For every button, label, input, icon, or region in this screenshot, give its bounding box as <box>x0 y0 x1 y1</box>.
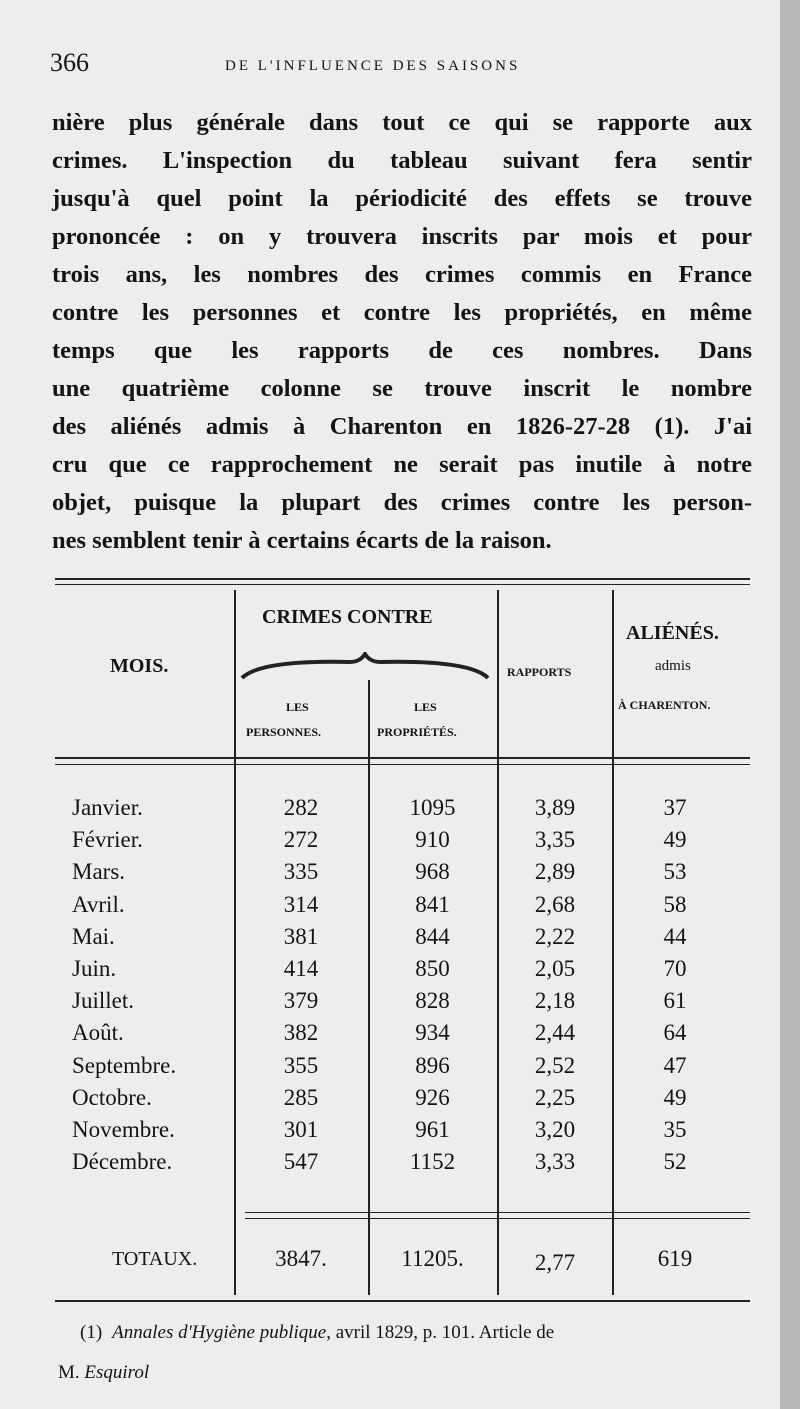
body-line: nes semblent tenir à certains écarts de la raison. <box>52 527 552 554</box>
header-personnes: PERSONNES. <box>246 725 322 739</box>
page-header <box>50 48 750 80</box>
alienes-cell: 61 <box>663 988 687 1013</box>
month-cell: Janvier. <box>72 795 143 820</box>
proprietes-cell: 1152 <box>409 1149 456 1174</box>
alienes-cell: 53 <box>663 859 687 884</box>
totals-rapports: 2,77 <box>534 1250 576 1275</box>
rapports-cell: 2,52 <box>534 1053 576 1078</box>
personnes-cell: 355 <box>283 1053 319 1078</box>
month-cell: Décembre. <box>72 1149 173 1174</box>
body-line: une quatrième colonne se trouve inscrit le nombre <box>52 375 752 402</box>
footnote-number: (1) <box>80 1322 103 1343</box>
alienes-cell: 64 <box>663 1020 687 1045</box>
brace-icon <box>240 652 490 682</box>
footnote-rest: , avril 1829, p. 101. Article de <box>326 1322 555 1343</box>
header-crimes-contre: CRIMES CONTRE <box>262 606 433 628</box>
personnes-cell: 335 <box>283 859 319 884</box>
personnes-cell: 382 <box>283 1020 319 1045</box>
rapports-cell: 3,33 <box>534 1149 576 1174</box>
header-mois: MOIS. <box>110 655 169 677</box>
header-proprietes: PROPRIÉTÉS. <box>377 725 457 739</box>
totals-label: TOTAUX. <box>112 1248 198 1270</box>
body-line: des aliénés admis à Charenton en 1826-27-28 (1). J'ai <box>52 413 752 440</box>
body-line: crimes. L'inspection du tableau suivant fera sentir <box>52 147 752 174</box>
header-a-charenton: À CHARENTON. <box>618 698 711 712</box>
personnes-cell: 282 <box>283 795 319 820</box>
month-cell: Mai. <box>72 924 115 949</box>
month-cell: Novembre. <box>72 1117 175 1142</box>
rapports-cell: 3,20 <box>534 1117 576 1142</box>
header-bottom-rule <box>55 757 750 759</box>
alienes-cell: 58 <box>663 892 687 917</box>
alienes-cell: 44 <box>663 924 687 949</box>
month-cell: Septembre. <box>72 1053 177 1078</box>
proprietes-cell: 850 <box>415 956 450 981</box>
page-number: 366 <box>50 48 89 77</box>
body-line: nière plus générale dans tout ce qui se rapporte aux <box>52 109 752 136</box>
column-divider <box>612 590 614 1295</box>
header-admis: admis <box>655 658 691 674</box>
proprietes-cell: 934 <box>415 1020 450 1045</box>
rapports-cell: 2,05 <box>534 956 576 981</box>
personnes-cell: 272 <box>283 827 319 852</box>
table-bottom-rule <box>55 1300 750 1302</box>
header-rapports: RAPPORTS <box>507 665 572 679</box>
alienes-cell: 37 <box>663 795 687 820</box>
alienes-cell: 35 <box>663 1117 687 1142</box>
footnote-source: Annales d'Hygiène publique <box>112 1322 327 1343</box>
proprietes-cell: 841 <box>415 892 450 917</box>
footnote <box>80 1322 770 1344</box>
proprietes-cell: 910 <box>415 827 450 852</box>
personnes-cell: 301 <box>283 1117 319 1142</box>
header-alienes: ALIÉNÉS. <box>626 622 719 644</box>
header-les-1: LES <box>286 700 309 714</box>
month-cell: Octobre. <box>72 1085 152 1110</box>
rapports-cell: 3,35 <box>534 827 576 852</box>
proprietes-cell: 896 <box>415 1053 450 1078</box>
footnote-prefix: M. <box>58 1362 80 1383</box>
header-bottom-rule-thin <box>55 764 750 765</box>
personnes-cell: 414 <box>283 956 319 981</box>
body-line: objet, puisque la plupart des crimes contre les person- <box>52 489 752 516</box>
alienes-cell: 49 <box>663 827 687 852</box>
month-cell: Juillet. <box>72 988 134 1013</box>
proprietes-cell: 828 <box>415 988 450 1013</box>
personnes-cell: 379 <box>283 988 319 1013</box>
totals-proprietes: 11205. <box>401 1246 464 1271</box>
personnes-cell: 314 <box>283 892 319 917</box>
header-les-2: LES <box>414 700 437 714</box>
body-line: trois ans, les nombres des crimes commis en France <box>52 261 752 288</box>
body-line: jusqu'à quel point la périodicité des effets se trouve <box>52 185 752 212</box>
body-line: cru que ce rapprochement ne serait pas inutile à notre <box>52 451 752 478</box>
body-line: temps que les rapports de ces nombres. Dans <box>52 337 752 364</box>
footnote-author: Esquirol <box>84 1362 150 1383</box>
proprietes-cell: 968 <box>415 859 450 884</box>
rapports-cell: 2,25 <box>534 1085 576 1110</box>
running-title: DE L'INFLUENCE DES SAISONS <box>225 58 521 74</box>
totals-alienes: 619 <box>657 1246 693 1271</box>
rapports-cell: 3,89 <box>534 795 576 820</box>
page-edge <box>780 0 800 1409</box>
proprietes-cell: 926 <box>415 1085 450 1110</box>
rapports-cell: 2,22 <box>534 924 576 949</box>
body-line: prononcée : on y trouvera inscrits par mois et pour <box>52 223 752 250</box>
rapports-cell: 2,18 <box>534 988 576 1013</box>
proprietes-cell: 844 <box>415 924 450 949</box>
personnes-cell: 547 <box>283 1149 319 1174</box>
month-cell: Juin. <box>72 956 117 981</box>
alienes-cell: 70 <box>663 956 687 981</box>
rapports-cell: 2,89 <box>534 859 576 884</box>
personnes-cell: 285 <box>283 1085 319 1110</box>
alienes-cell: 49 <box>663 1085 687 1110</box>
body-text <box>52 104 752 560</box>
body-line: contre les personnes et contre les propriétés, en même <box>52 299 752 326</box>
month-cell: Février. <box>72 827 143 852</box>
rapports-cell: 2,68 <box>534 892 576 917</box>
footnote-line-2 <box>58 1362 149 1384</box>
table-top-rule <box>55 578 750 580</box>
column-divider <box>497 590 499 1295</box>
proprietes-cell: 1095 <box>409 795 456 820</box>
alienes-cell: 52 <box>663 1149 687 1174</box>
personnes-cell: 381 <box>283 924 319 949</box>
month-cell: Août. <box>72 1020 124 1045</box>
alienes-cell: 47 <box>663 1053 687 1078</box>
month-cell: Mars. <box>72 859 126 884</box>
totals-personnes: 3847. <box>275 1246 327 1271</box>
proprietes-cell: 961 <box>415 1117 450 1142</box>
rapports-cell: 2,44 <box>534 1020 576 1045</box>
table-top-rule-thin <box>55 584 750 585</box>
month-cell: Avril. <box>72 892 125 917</box>
